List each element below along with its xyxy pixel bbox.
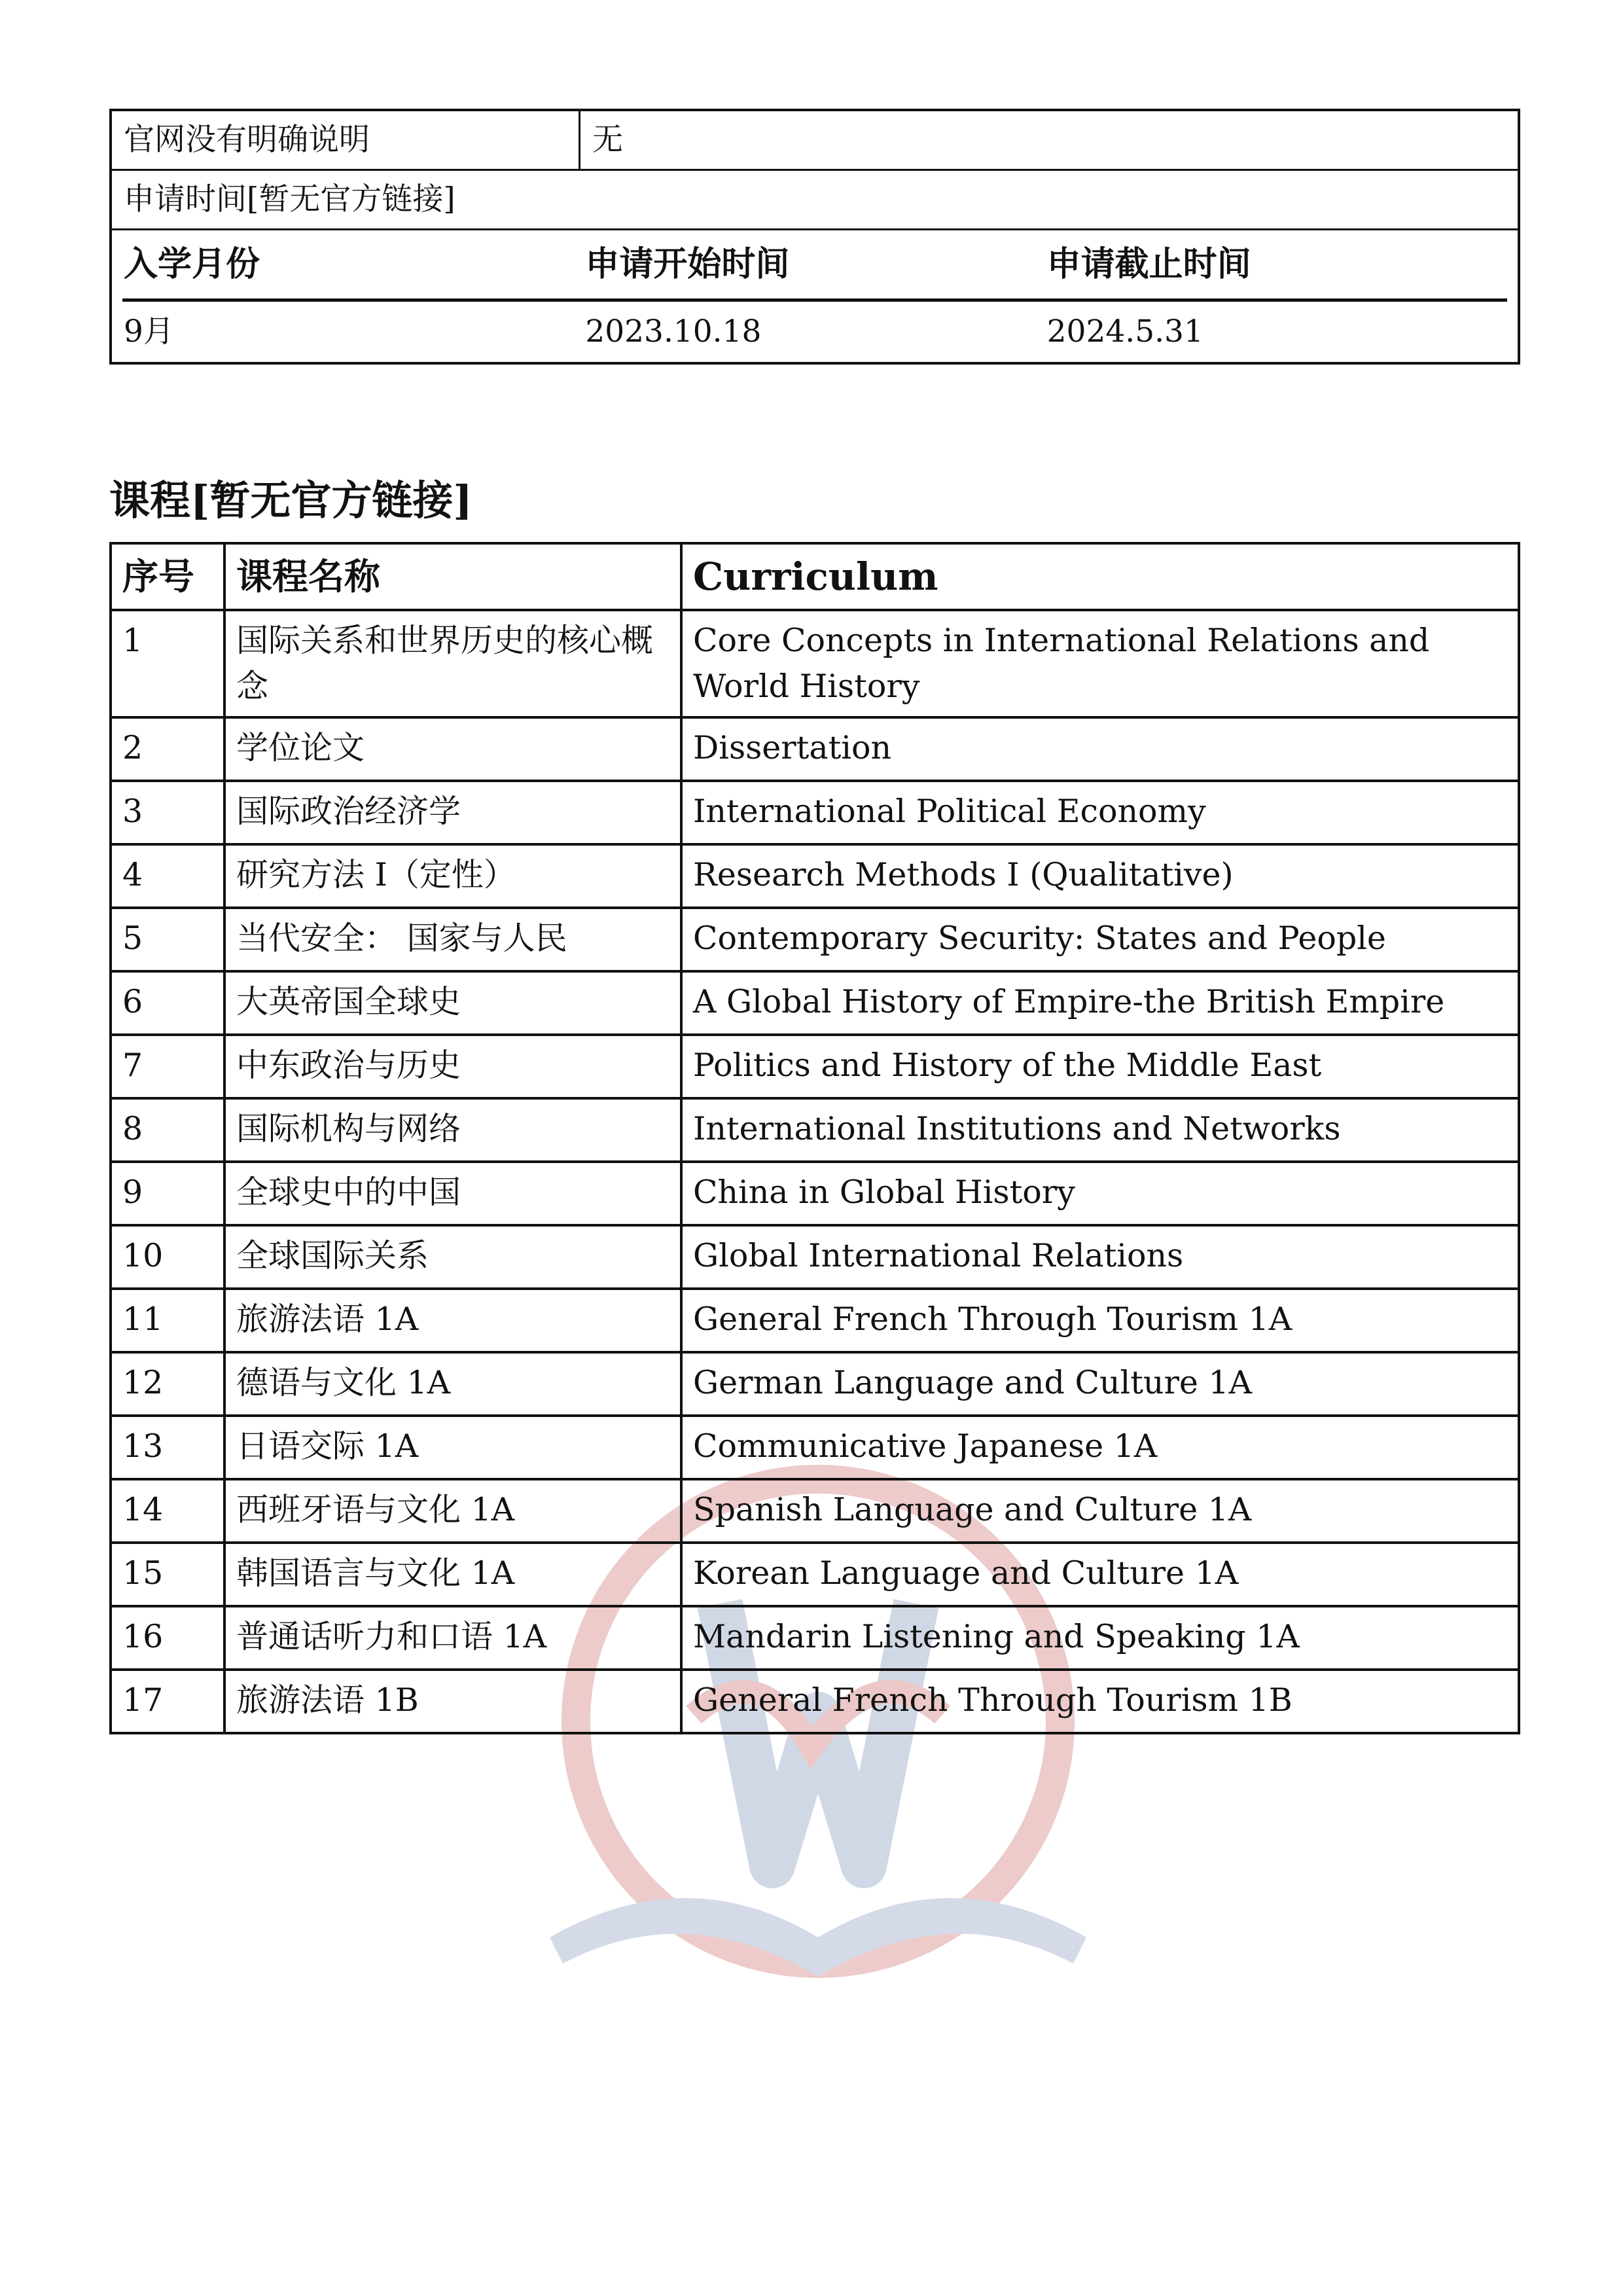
table-row	[111, 908, 1519, 971]
course-name-cn: 国际机构与网络	[224, 1098, 681, 1162]
course-name-cn: 德语与文化 1A	[224, 1352, 681, 1416]
application-start-header: 申请开始时间	[585, 244, 790, 284]
course-name-cn: 日语交际 1A	[224, 1416, 681, 1479]
course-name-cn: 研究方法 I（定性）	[224, 844, 681, 908]
course-name-en: Politics and History of the Middle East	[681, 1035, 1519, 1098]
table-row	[111, 1479, 1519, 1543]
course-name-en: A Global History of Empire-the British Empire	[681, 971, 1519, 1035]
intake-value-row	[122, 302, 1507, 362]
course-name-en: General French Through Tourism 1A	[681, 1289, 1519, 1352]
header-curriculum: Curriculum	[681, 543, 1519, 610]
table-row	[111, 717, 1519, 781]
course-number: 10	[111, 1225, 224, 1289]
intake-month-header: 入学月份	[124, 244, 260, 284]
course-name-cn: 当代安全： 国家与人民	[224, 908, 681, 971]
course-number: 16	[111, 1606, 224, 1670]
course-name-cn: 全球史中的中国	[224, 1162, 681, 1225]
application-start-value: 2023.10.18	[585, 314, 762, 350]
course-name-en: Korean Language and Culture 1A	[681, 1543, 1519, 1606]
course-name-en: Core Concepts in International Relations and World History	[681, 610, 1519, 717]
course-name-en: Research Methods I (Qualitative)	[681, 844, 1519, 908]
table-row	[111, 1606, 1519, 1670]
course-number: 15	[111, 1543, 224, 1606]
course-number: 11	[111, 1289, 224, 1352]
table-header-row	[111, 543, 1519, 610]
course-name-en: General French Through Tourism 1B	[681, 1670, 1519, 1733]
course-name-en: Dissertation	[681, 717, 1519, 781]
intake-header-row	[122, 230, 1507, 302]
course-number: 2	[111, 717, 224, 781]
application-deadline-header: 申请截止时间	[1046, 244, 1251, 284]
course-name-cn: 全球国际关系	[224, 1225, 681, 1289]
intake-section	[112, 230, 1518, 362]
admission-info-table	[109, 109, 1520, 365]
info-label: 官网没有明确说明	[112, 111, 580, 169]
course-number: 4	[111, 844, 224, 908]
table-row	[111, 1543, 1519, 1606]
table-row	[111, 610, 1519, 717]
course-name-cn: 旅游法语 1B	[224, 1670, 681, 1733]
info-row-application-time	[112, 171, 1518, 230]
course-name-en: Spanish Language and Culture 1A	[681, 1479, 1519, 1543]
course-name-cn: 学位论文	[224, 717, 681, 781]
course-name-en: Mandarin Listening and Speaking 1A	[681, 1606, 1519, 1670]
course-number: 13	[111, 1416, 224, 1479]
curriculum-body	[111, 610, 1519, 1733]
course-number: 14	[111, 1479, 224, 1543]
course-number: 3	[111, 781, 224, 844]
table-row	[111, 781, 1519, 844]
course-name-cn: 普通话听力和口语 1A	[224, 1606, 681, 1670]
course-number: 1	[111, 610, 224, 717]
header-course-name: 课程名称	[224, 543, 681, 610]
table-row	[111, 844, 1519, 908]
course-number: 7	[111, 1035, 224, 1098]
header-number: 序号	[111, 543, 224, 610]
course-name-cn: 韩国语言与文化 1A	[224, 1543, 681, 1606]
course-number: 9	[111, 1162, 224, 1225]
course-number: 5	[111, 908, 224, 971]
table-row	[111, 1352, 1519, 1416]
course-name-en: China in Global History	[681, 1162, 1519, 1225]
table-row	[111, 1670, 1519, 1733]
course-number: 17	[111, 1670, 224, 1733]
curriculum-table	[109, 542, 1520, 1734]
course-name-en: International Institutions and Networks	[681, 1098, 1519, 1162]
course-name-en: German Language and Culture 1A	[681, 1352, 1519, 1416]
table-row	[111, 1098, 1519, 1162]
course-name-en: Global International Relations	[681, 1225, 1519, 1289]
section-title: 课程[暂无官方链接]	[109, 476, 473, 524]
info-row-requirement	[112, 111, 1518, 171]
table-row	[111, 1035, 1519, 1098]
course-number: 12	[111, 1352, 224, 1416]
course-name-cn: 西班牙语与文化 1A	[224, 1479, 681, 1543]
course-name-cn: 中东政治与历史	[224, 1035, 681, 1098]
course-name-cn: 大英帝国全球史	[224, 971, 681, 1035]
intake-month-value: 9月	[124, 314, 174, 350]
application-deadline-value: 2024.5.31	[1046, 314, 1204, 350]
course-name-en: Communicative Japanese 1A	[681, 1416, 1519, 1479]
table-row	[111, 1289, 1519, 1352]
table-row	[111, 1416, 1519, 1479]
application-time-label: 申请时间[暂无官方链接]	[124, 181, 455, 217]
table-row	[111, 971, 1519, 1035]
course-name-cn: 旅游法语 1A	[224, 1289, 681, 1352]
course-name-cn: 国际关系和世界历史的核心概念	[224, 610, 681, 717]
table-row	[111, 1162, 1519, 1225]
course-name-cn: 国际政治经济学	[224, 781, 681, 844]
info-value: 无	[592, 122, 623, 158]
table-row	[111, 1225, 1519, 1289]
course-name-en: International Political Economy	[681, 781, 1519, 844]
course-number: 6	[111, 971, 224, 1035]
course-name-en: Contemporary Security: States and People	[681, 908, 1519, 971]
course-number: 8	[111, 1098, 224, 1162]
